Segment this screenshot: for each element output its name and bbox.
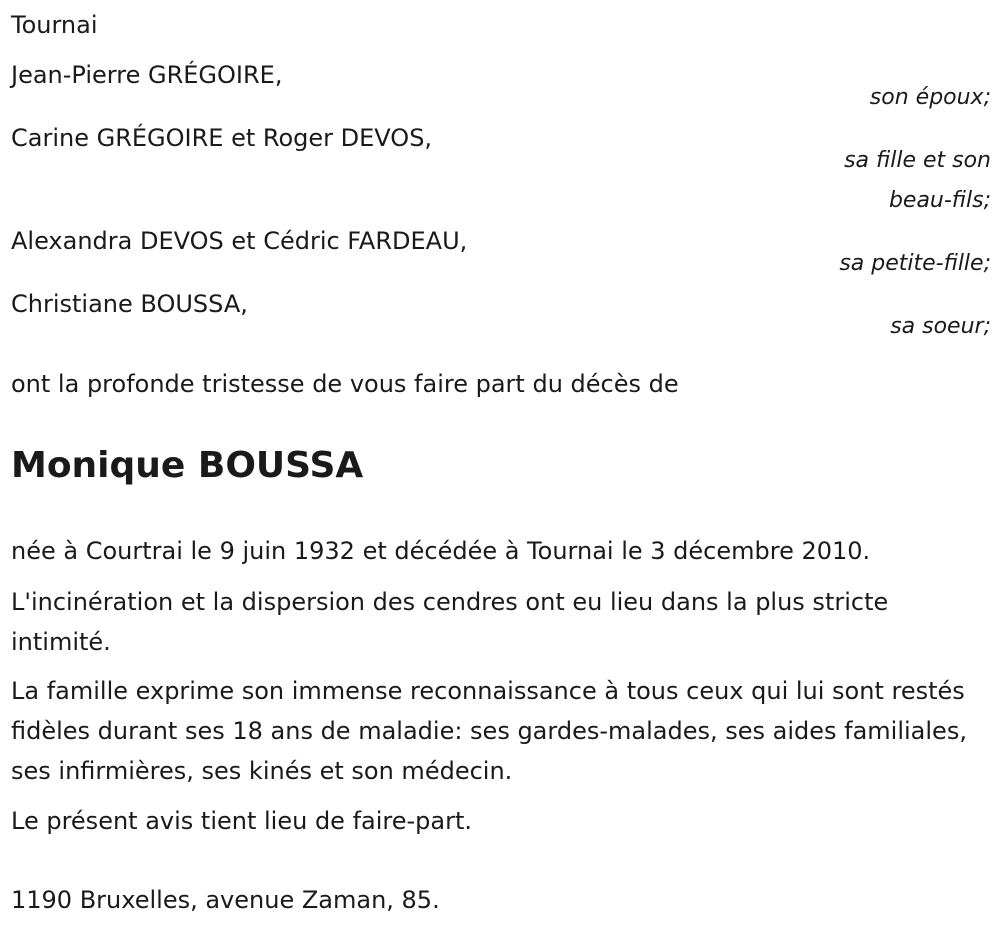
address-line: 1190 Bruxelles, avenue Zaman, 85. — [11, 886, 440, 914]
announcement-text: ont la profonde tristesse de vous faire part du décès de — [11, 370, 679, 398]
family-member-role: beau-fils; — [888, 188, 991, 213]
notice-paragraph: Le présent avis tient lieu de faire-part. — [11, 807, 473, 835]
family-member-role: sa fille et son — [844, 148, 991, 173]
family-member-name: Carine GRÉGOIRE et Roger DEVOS, — [11, 124, 433, 152]
place-heading: Tournai — [11, 11, 98, 39]
deceased-name: Monique BOUSSA — [11, 445, 364, 486]
family-member-role: sa petite-fille; — [839, 251, 991, 276]
family-member-name: Christiane BOUSSA, — [11, 290, 248, 318]
thanks-paragraph: La famille exprime son immense reconnaissance à tous ceux qui lui sont restés fidèles durant ses 18 ans de maladie: ses gardes-malades, ses aides familiales, ses infirmières, ses kinés et son médecin. — [11, 677, 967, 785]
birth-death-paragraph: née à Courtrai le 9 juin 1932 et décédée à Tournai le 3 décembre 2010. — [11, 537, 871, 565]
cremation-paragraph: L'incinération et la dispersion des cendres ont eu lieu dans la plus stricte intimité. — [11, 588, 889, 656]
family-member-role: sa soeur; — [890, 314, 991, 339]
family-member-name: Alexandra DEVOS et Cédric FARDEAU, — [11, 227, 468, 255]
family-member-role: son époux; — [869, 85, 991, 110]
family-member-name: Jean-Pierre GRÉGOIRE, — [11, 61, 283, 89]
